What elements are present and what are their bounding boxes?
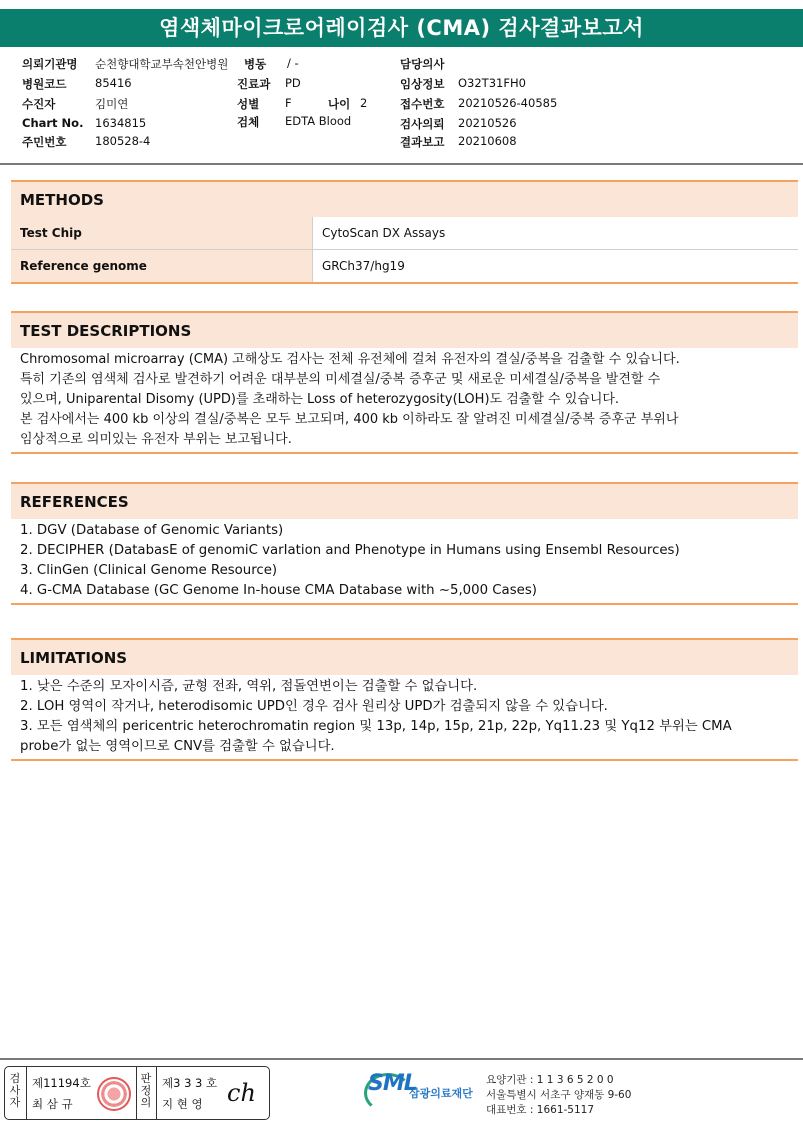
description-line: 특히 기존의 염색체 검사로 발견하기 어려운 대부분의 미세결실/중복 증후군 및 새로운 미세결실/중복을 발견할 수 [20,372,661,387]
receipt-no: 20210526-40585 [458,96,558,110]
examiner-seal-icon [97,1077,131,1111]
description-line: 본 검사에서는 400 kb 이상의 결실/중복은 모두 보고되며, 400 kb 이하라도 잘 알려진 미세결실/중복 증후군 부위나 [20,412,679,427]
sex: F [285,96,292,110]
reviewer-signature: ch [227,1079,256,1107]
limitations-section [11,638,798,761]
sex-label: 성별 [237,97,260,111]
list-item: 1. DGV (Database of Genomic Variants) [20,523,284,538]
test-descriptions-title: TEST DESCRIPTIONS [11,311,798,348]
receipt-no-label: 접수번호 [400,97,445,111]
specimen-label: 검체 [237,115,260,129]
lab-address: 서울특별시 서초구 양재동 9-60 [486,1089,632,1101]
age: 2 [360,96,368,110]
limitations-title: LIMITATIONS [11,638,798,675]
patient: 김미연 [95,97,129,111]
reviewer-license: 제3 3 3 호 [162,1076,218,1090]
lab-logo: SML [368,1071,417,1096]
list-item: probe가 없는 영역이므로 CNV를 검출할 수 없습니다. [20,739,335,754]
hospital-code-label: 병원코드 [22,77,67,91]
references-section [11,482,798,605]
examiner-label: 검사자 [9,1072,21,1109]
doctor-label: 담당의사 [400,57,445,71]
table-row [11,217,798,250]
methods-title: METHODS [11,180,798,217]
department: PD [285,76,301,90]
methods-table [11,217,798,284]
examiner-license: 제11194호 [32,1076,91,1090]
test-chip-value: CytoScan DX Assays [313,217,799,250]
report-date-label: 결과보고 [400,135,445,149]
specimen: EDTA Blood [285,114,352,128]
request-date: 20210526 [458,116,517,130]
lab-name: 삼광의료재단 [409,1087,473,1100]
list-item: 2. LOH 영역이 작거나, heterodisomic UPD인 경우 검사 원리상 UPD가 검출되지 않을 수 있습니다. [20,699,608,714]
reviewer-name: 지 현 영 [162,1097,203,1111]
ward: / - [287,56,299,70]
limitations-list [11,675,798,761]
requesting-org-label: 의뢰기관명 [22,57,78,71]
table-row [11,250,798,284]
header-divider [0,163,803,165]
list-item: 1. 낮은 수준의 모자이시즘, 균형 전좌, 역위, 점돌연변이는 검출할 수 없습니다. [20,679,478,694]
department-label: 진료과 [237,77,271,91]
references-title: REFERENCES [11,482,798,519]
patient-label: 수진자 [22,97,56,111]
test-chip-label: Test Chip [11,217,313,250]
signature-box [4,1066,270,1120]
request-date-label: 검사의뢰 [400,117,445,131]
description-line: 임상적으로 의미있는 유전자 부위는 보고됩니다. [20,432,292,447]
report-title: 염색체마이크로어레이검사 (CMA) 검사결과보고서 [0,9,803,47]
description-line: 있으며, Uniparental Disomy (UPD)를 초래하는 Loss of heterozygosity(LOH)도 검출할 수 있습니다. [20,392,620,407]
report-date: 20210608 [458,134,517,148]
test-descriptions-section [11,311,798,454]
list-item: 4. G-CMA Database (GC Genome In-house CMA Database with ~5,000 Cases) [20,583,537,598]
report-header [0,56,803,164]
hospital-code: 85416 [95,76,132,90]
chart-no-label: Chart No. [22,116,84,130]
references-list [11,519,798,605]
reviewer-label: 판정의 [140,1072,152,1109]
care-institution: 요양기관 : 1 1 3 6 5 2 0 0 [486,1074,614,1086]
footer-divider [0,1058,803,1060]
lab-phone: 대표번호 : 1661-5117 [486,1104,595,1116]
reference-genome-label: Reference genome [11,250,313,284]
clinical-info: O32T31FH0 [458,76,526,90]
list-item: 3. 모든 염색체의 pericentric heterochromatin region 및 13p, 14p, 15p, 21p, 22p, Yq11.23 및 Yq12 부위는 CMA [20,719,732,734]
resident-no-label: 주민번호 [22,135,67,149]
age-label: 나이 [328,97,351,111]
test-descriptions-body [11,348,798,454]
clinical-info-label: 임상정보 [400,77,445,91]
list-item: 2. DECIPHER (DatabasE of genomiC varIation and Phenotype in Humans using Ensembl Resources) [20,543,680,558]
description-line: Chromosomal microarray (CMA) 고해상도 검사는 전체 유전체에 걸쳐 유전자의 결실/중복을 검출할 수 있습니다. [20,352,680,367]
requesting-org: 순천향대학교부속천안병원 [95,57,229,71]
resident-no: 180528-4 [95,134,151,148]
chart-no: 1634815 [95,116,147,130]
methods-section [11,180,798,284]
ward-label: 병동 [244,57,267,71]
list-item: 3. ClinGen (Clinical Genome Resource) [20,563,278,578]
examiner-name: 최 삼 규 [32,1097,73,1111]
reference-genome-value: GRCh37/hg19 [313,250,799,284]
